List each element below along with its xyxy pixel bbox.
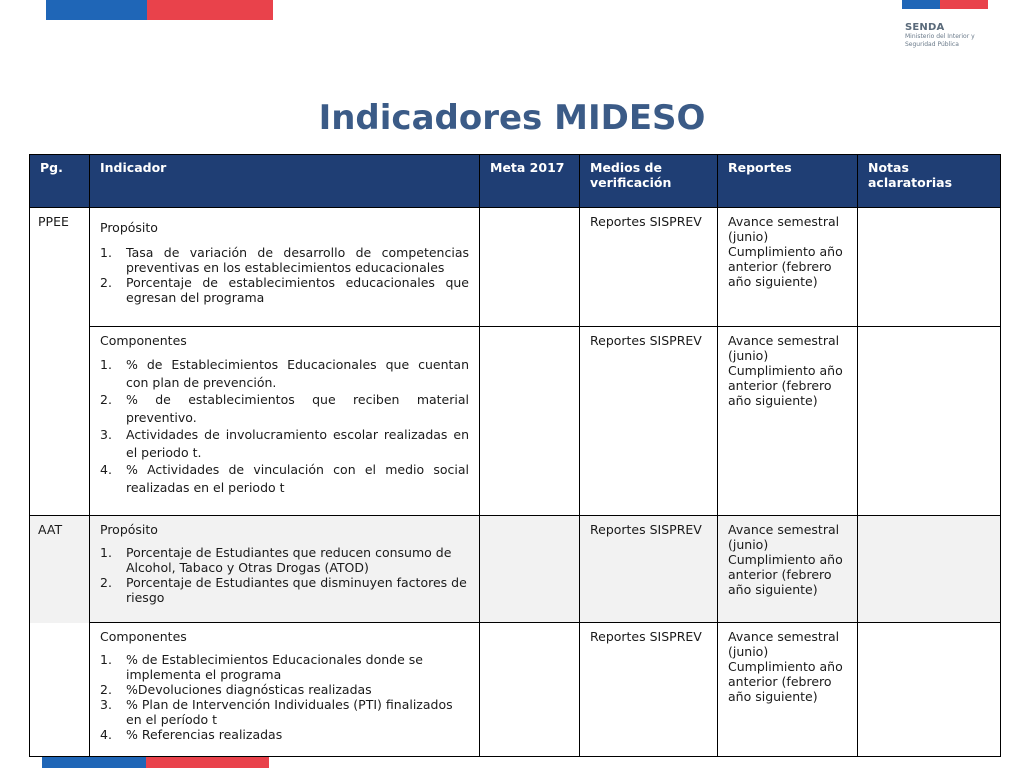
table-row: [30, 208, 1001, 327]
table-row: [30, 623, 1001, 757]
cell-meta: [480, 327, 580, 516]
logo-subtitle-1: Ministerio del Interior y: [905, 33, 975, 40]
indicator-list: [100, 245, 469, 305]
table-row: [30, 327, 1001, 516]
section-label: Componentes: [100, 333, 187, 348]
header-indicador: Indicador: [90, 155, 480, 208]
header-notas: Notas aclaratorias: [858, 155, 1001, 208]
bottom-blue-bar: [42, 757, 146, 768]
cell-meta: [480, 623, 580, 757]
cell-pg: AAT: [30, 516, 90, 623]
section-label: Propósito: [100, 220, 158, 235]
cell-medios: Reportes SISPREV: [580, 623, 718, 757]
header-pg: Pg.: [30, 155, 90, 208]
section-label: Propósito: [100, 522, 158, 537]
cell-reportes: Avance semestral (junio) Cumplimiento año anterior (febrero año siguiente): [718, 208, 858, 327]
cell-reportes: Avance semestral (junio) Cumplimiento año anterior (febrero año siguiente): [718, 623, 858, 757]
list-item: 3. Actividades de involucramiento escolar realizadas en el periodo t.: [100, 427, 469, 460]
cell-indicador: [90, 623, 480, 757]
cell-medios: Reportes SISPREV: [580, 208, 718, 327]
list-item: 4. % Referencias realizadas: [100, 727, 283, 742]
list-item: 2. %Devoluciones diagnósticas realizadas: [100, 682, 372, 697]
header-reportes: Reportes: [718, 155, 858, 208]
indicator-list: [100, 356, 469, 496]
logo-subtitle-2: Seguridad Pública: [905, 41, 959, 48]
cell-indicador: [90, 208, 480, 327]
senda-logo: [905, 22, 1005, 49]
table-header-row: [30, 155, 1001, 208]
cell-meta: [480, 516, 580, 623]
cell-notas: [858, 327, 1001, 516]
cell-notas: [858, 208, 1001, 327]
table-row: [30, 516, 1001, 623]
cell-medios: Reportes SISPREV: [580, 327, 718, 516]
list-item: 1. Tasa de variación de desarrollo de competencias preventivas en los establecimientos educacionales: [100, 245, 469, 275]
list-item: 2. % de establecimientos que reciben material preventivo.: [100, 392, 469, 425]
page-title: Indicadores MIDESO: [318, 98, 706, 138]
cell-medios: Reportes SISPREV: [580, 516, 718, 623]
cell-meta: [480, 208, 580, 327]
list-item: 1. % de Establecimientos Educacionales donde se implementa el programa: [100, 652, 423, 682]
cell-reportes: Avance semestral (junio) Cumplimiento año anterior (febrero año siguiente): [718, 516, 858, 623]
list-item: 1. % de Establecimientos Educacionales que cuentan con plan de prevención.: [100, 357, 469, 390]
list-item: 2. Porcentaje de Estudiantes que disminuyen factores de riesgo: [100, 575, 467, 605]
top-right-blue-bar: [902, 0, 940, 9]
list-item: 4. % Actividades de vinculación con el medio social realizadas en el periodo t: [100, 462, 469, 495]
indicators-table: [29, 154, 1001, 757]
cell-notas: [858, 623, 1001, 757]
cell-pg: PPEE: [30, 208, 90, 327]
cell-reportes: Avance semestral (junio) Cumplimiento año anterior (febrero año siguiente): [718, 327, 858, 516]
top-left-blue-bar: [46, 0, 147, 20]
cell-pg: [30, 623, 90, 757]
cell-indicador: [90, 516, 480, 623]
bottom-red-bar: [146, 757, 269, 768]
top-left-red-bar: [147, 0, 273, 20]
section-label: Componentes: [100, 629, 187, 644]
cell-pg: [30, 327, 90, 516]
header-meta: Meta 2017: [480, 155, 580, 208]
list-item: 1. Porcentaje de Estudiantes que reducen consumo de Alcohol, Tabaco y Otras Drogas (ATOD): [100, 545, 452, 575]
header-medios: Medios de verificación: [580, 155, 718, 208]
top-right-red-bar: [940, 0, 988, 9]
list-item: 2. Porcentaje de establecimientos educacionales que egresan del programa: [100, 275, 469, 305]
list-item: 3. % Plan de Intervención Individuales (PTI) finalizados en el período t: [100, 697, 453, 727]
indicator-list: [100, 545, 469, 605]
indicator-list: [100, 652, 469, 742]
cell-notas: [858, 516, 1001, 623]
cell-indicador: [90, 327, 480, 516]
logo-name: SENDA: [905, 22, 945, 33]
